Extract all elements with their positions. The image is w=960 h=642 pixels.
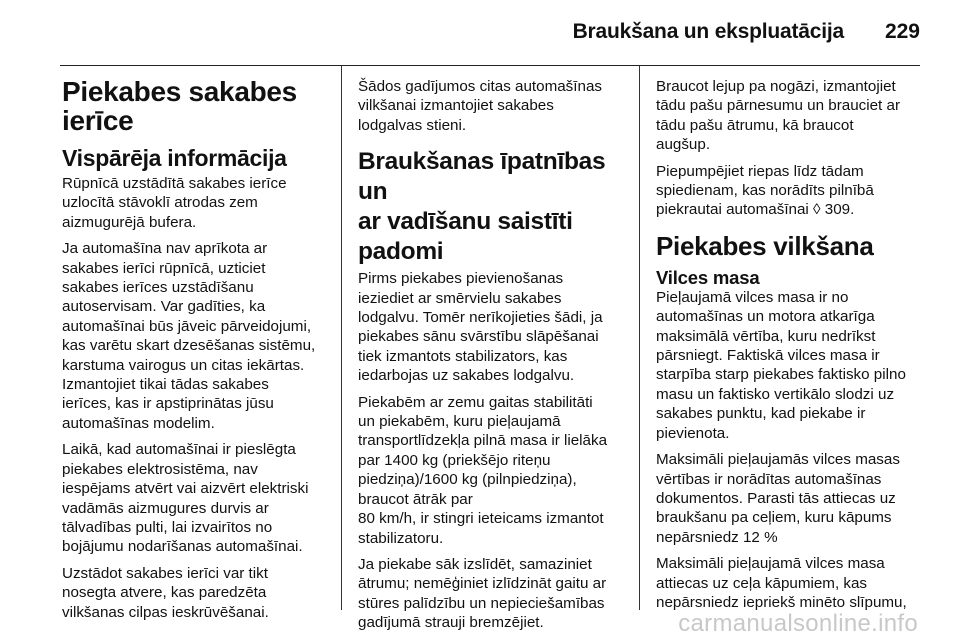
header-rule — [60, 65, 920, 66]
column-divider-right — [639, 66, 640, 610]
subheading-towing-weight: Vilces masa — [656, 266, 760, 288]
paragraph: Laikā, kad automašīnai ir pieslēgta piekabes elektrosistēma, nav iespējams atvērt vai aizvērt elektriski vadāmās aizmugures durvis ar tālvadības pulti, lai izvairītos no bojājumu nodarīšanas automašīnai. — [62, 441, 309, 556]
subheading-general-info: Vispārēja informācija — [62, 145, 287, 171]
page-number: 229 — [884, 20, 920, 43]
section-heading-driving-tips: Braukšanas īpatnības un ar vadīšanu saistīti padomi — [358, 148, 606, 266]
page-header — [0, 14, 960, 54]
paragraph: Ja automašīna nav aprīkota ar sakabes ierīci rūpnīcā, uzticiet sakabes ierīces uzstādīšanu autoservisam. Var gadīties, ka automašīnai būs jāveic pārveidojumi, kas varētu skart dzesēšanas sistēmu, karstuma vairogus un citas iekārtas. Izmantojiet tikai tādas sakabes ierīces, kas ir apstiprinātas jūsu automašīnas modelim. — [62, 240, 316, 432]
column-middle — [358, 77, 628, 640]
paragraph: Pirms piekabes pievienošanas ieziediet ar smērvielu sakabes lodgalvu. Tomēr nerīkojieties šādi, ja piekabes sānu svārstību slāpēšanai tiek izmantots stabilizators, kas iedarbojas uz sakabes lodgalvu. — [358, 270, 603, 385]
paragraph: Ja piekabe sāk izslīdēt, samaziniet ātrumu; nemēģiniet izlīdzināt gaitu ar stūres palīdzību un nepieciešamības gadījumā strauji bremzējiet. — [358, 555, 607, 632]
paragraph: Piekabēm ar zemu gaitas stabilitāti un piekabēm, kuru pieļaujamā transportlīdzekļa pilnā masa ir lielāka par 1400 kg (priekšējo riteņu piedziņa)/1600 kg (pilnpiedziņa), braucot ātrāk par 80 km/h, ir stingri ieteicams izmantot stabilizatoru. — [358, 393, 608, 547]
paragraph: Šādos gadījumos citas automašīnas vilkšanai izmantojiet sakabes lodgalvas stieni. — [358, 78, 602, 134]
watermark: carmanualsonline.info — [678, 610, 918, 637]
section-heading-towing-hitch: Piekabes sakabes ierīce — [62, 76, 297, 136]
column-left — [62, 77, 332, 629]
paragraph: Maksimāli pieļaujamā vilces masa attiecas uz ceļa kāpumiem, kas nepārsniedz iepriekš minēto slīpumu, — [656, 555, 907, 611]
paragraph: Maksimāli pieļaujamās vilces masas vērtības ir norādītas automašīnas dokumentos. Parasti tās attiecas uz braukšanu pa ceļiem, kuru kāpums nepārsniedz 12 % — [656, 451, 900, 546]
column-right — [656, 77, 926, 619]
paragraph: Pieļaujamā vilces masa ir no automašīnas un motora atkarīga maksimālā vērtība, kuru nedrīkst pārsniegt. Faktiskā vilces masa ir starpība starp piekabes faktisko pilno masu un faktisko vertikālo slodzi uz sakabes punktu, kad piekabe ir pievienota. — [656, 288, 906, 442]
paragraph: Braucot lejup pa nogāzi, izmantojiet tādu pašu pārnesumu un brauciet ar tādu pašu ātrumu, kā braucot augšup. — [656, 78, 901, 154]
section-heading-trailer-towing: Piekabes vilkšana — [656, 230, 874, 261]
paragraph: Rūpnīcā uzstādītā sakabes ierīce uzlocītā stāvoklī atrodas zem aizmugurējā bufera. — [62, 175, 287, 231]
running-title: Braukšana un ekspluatācija — [572, 20, 844, 43]
paragraph: Uzstādot sakabes ierīci var tikt nosegta atvere, kas paredzēta vilkšanas cilpas ieskrūvēšanai. — [62, 564, 269, 621]
column-divider-left — [341, 66, 342, 610]
paragraph: Piepumpējiet riepas līdz tādam spiedienam, kas norādīts pilnībā piekrautai automašīnai ◊ 309. — [656, 162, 874, 219]
